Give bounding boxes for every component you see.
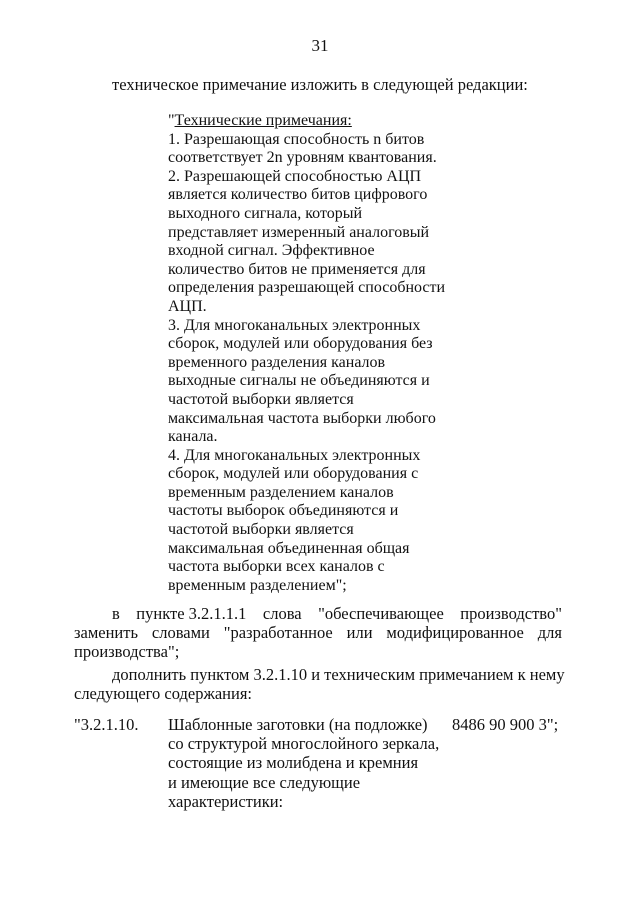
word: слова [262, 604, 302, 623]
note-line: выходные сигналы не объединяются и [168, 372, 430, 390]
note-line: временного разделения каналов [168, 353, 386, 371]
replace-line-3: производства"; [74, 642, 180, 661]
note-line: 1. Разрешающая способность n битов [168, 130, 425, 148]
add-line-1: дополнить пунктом 3.2.1.10 и техническим примечанием к нему [112, 665, 565, 684]
note-line: частотой выборки является [168, 390, 354, 408]
note-line: сборок, модулей или оборудования с [168, 465, 419, 483]
word: пункте 3.2.1.1.1 [136, 604, 247, 623]
item-line: характеристики: [168, 791, 284, 811]
notes-heading: Технические примечания: [174, 112, 352, 129]
note-line: входной сигнал. Эффективное [168, 242, 375, 260]
note-line: 4. Для многоканальных электронных [168, 446, 421, 464]
item-line: состоящие из молибдена и кремния [168, 753, 419, 773]
item-line: и имеющие все следующие [168, 772, 361, 792]
note-line: АЦП. [168, 297, 207, 315]
item-code: 8486 90 900 3"; [452, 715, 559, 734]
item-line: со структурой многослойного зеркала, [168, 734, 440, 754]
note-line: соответствует 2n уровням квантования. [168, 149, 437, 167]
page-number: 31 [311, 36, 329, 55]
note-line: представляет измеренный аналоговый [168, 223, 430, 241]
intro-text: техническое примечание изложить в следующей редакции: [112, 75, 528, 94]
note-line: определения разрешающей способности [168, 279, 446, 297]
note-line: 2. Разрешающей способностью АЦП [168, 167, 422, 185]
word: заменить [74, 623, 139, 642]
replace-line-2 [74, 623, 562, 642]
note-line: частота выборки всех каналов с [168, 558, 385, 576]
replace-line-1 [74, 604, 562, 623]
add-paragraph [74, 665, 565, 703]
note-line: максимальная объединенная общая [168, 539, 410, 557]
replace-paragraph [74, 604, 562, 661]
word: "обеспечивающее [318, 604, 444, 623]
word: производство" [460, 604, 562, 623]
note-line: количество битов не применяется для [168, 260, 426, 278]
note-line: канала. [168, 428, 218, 446]
note-line: выходного сигнала, который [168, 204, 363, 222]
opening-quote: " [168, 112, 175, 129]
notes-heading-line [168, 112, 458, 131]
note-line: частоты выборок объединяются и [168, 502, 399, 520]
word: для [537, 623, 562, 642]
add-line-2: следующего содержания: [74, 684, 253, 703]
technical-notes-block [168, 112, 458, 595]
word: словами [151, 623, 210, 642]
note-line: временным разделением"; [168, 576, 347, 594]
word: "разработанное [223, 623, 333, 642]
item-line: Шаблонные заготовки (на подложке) [168, 715, 428, 734]
item-description [168, 715, 440, 811]
item-number: "3.2.1.10. [74, 715, 139, 734]
note-line: сборок, модулей или оборудования без [168, 335, 433, 353]
note-line: временным разделением каналов [168, 483, 394, 501]
note-line: является количество битов цифрового [168, 186, 428, 204]
note-line: частотой выборки является [168, 521, 354, 539]
note-line: 3. Для многоканальных электронных [168, 316, 421, 334]
word: модифицированное [386, 623, 524, 642]
word: или [346, 623, 373, 642]
word: в [112, 604, 120, 623]
note-line: максимальная частота выборки любого [168, 409, 436, 427]
